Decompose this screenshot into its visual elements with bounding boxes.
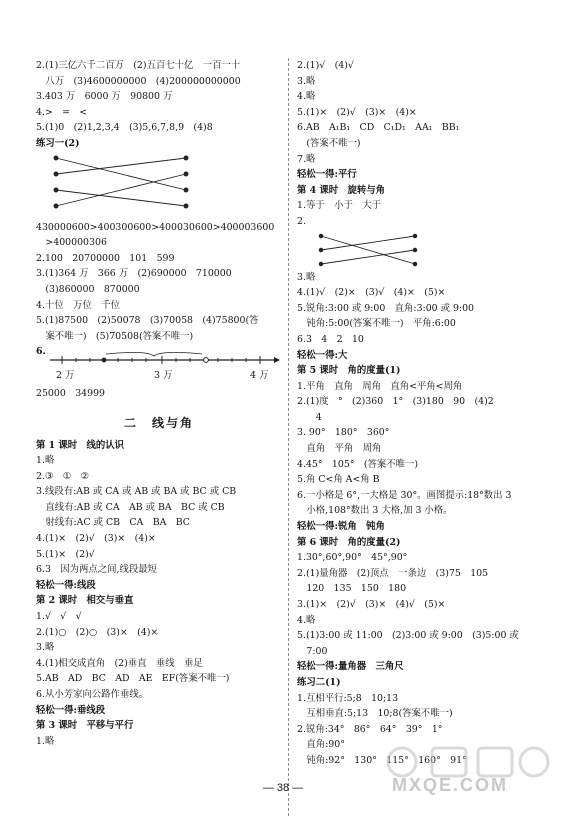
answer-line: 2.(1)○ (2)○ (3)× (4)× xyxy=(36,626,159,638)
subheading: 第 4 课时 旋转与角 xyxy=(297,184,386,196)
subheading: 第 3 课时 平移与平行 xyxy=(36,720,134,732)
answer-line: 直角:90° xyxy=(297,739,345,751)
answer-line: 6.AB A₁B₁ CD C₁D₁ AA₁ BB₁ xyxy=(297,122,460,134)
number-line-question xyxy=(36,344,282,386)
answer-line: 2. xyxy=(297,215,306,227)
subheading: 轻松一得:锐角 钝角 xyxy=(297,521,385,533)
answer-line: 互相垂直:5;13 10;8(答案不唯一) xyxy=(297,708,453,720)
subheading: 轻松一得:大 xyxy=(297,349,348,361)
answer-line: 1.√ √ √ xyxy=(36,611,82,623)
answer-line: 3.线段有:AB 或 CA 或 AB 或 BA 或 BC 或 CB xyxy=(36,486,237,498)
answer-line: 2.(1)度 ° (2)360 1° (3)180 90 (4)2 xyxy=(297,396,494,408)
answer-line: 4.(1)相交成直角 (2)垂直 垂线 垂足 xyxy=(36,657,203,669)
answer-line: 5.(1)× (2)√ xyxy=(36,548,95,560)
answer-line: 7:00 xyxy=(297,645,328,657)
subheading: 轻松一得:垂线段 xyxy=(36,704,106,716)
answer-line: 3.略 xyxy=(36,642,55,654)
answer-line: 1.略 xyxy=(36,735,55,747)
practice-1-2-title: 练习一(2) xyxy=(36,137,80,149)
answer-line: 4 xyxy=(297,411,322,423)
answers-block-practice xyxy=(36,220,282,345)
answers-block-unit2 xyxy=(36,438,282,750)
answer-line: 2.(1)量角器 (2)顶点 一条边 (3)75 105 xyxy=(297,567,489,579)
answer-line: 射线有:AC 或 CB CA BA BC xyxy=(36,517,190,529)
answer-line: 八万 (3)4600000000 (4)200000000000 xyxy=(36,75,241,87)
subheading: 第 5 课时 角的度量(1) xyxy=(297,365,401,377)
answer-line: 2.③ ① ② xyxy=(36,470,89,482)
subheading: 轻松一得:量角器 三角尺 xyxy=(297,661,404,673)
subheading: 第 1 课时 线的认识 xyxy=(36,439,125,451)
answer-line: 5.(1)3:00 或 11:00 (2)3:00 或 9:00 (3)5:00 或 xyxy=(297,630,519,642)
answer-line: 直线有:AB 或 CA AB 或 BA BC 或 CB xyxy=(36,501,225,513)
answer-line: 钝角:92° 130° 115° 160° 91° xyxy=(297,754,467,766)
answer-line: 1.平角 直角 周角 直角<平角<周角 xyxy=(297,380,463,392)
answer-line: 5.(1)87500 (2)50078 (3)70058 (4)75800(答 xyxy=(36,315,259,327)
subheading: 练习二(1) xyxy=(297,676,341,688)
answer-line: 7.略 xyxy=(297,153,316,165)
answer-line: 3.403 万 6000 万 90800 万 xyxy=(36,91,173,103)
answer-line: 2.锐角:34° 86° 64° 39° 1° xyxy=(297,723,443,735)
answer-line: 6.从小芳家向公路作垂线。 xyxy=(36,689,149,700)
answer-line: 1.互相平行:5;8 10;13 xyxy=(297,692,399,704)
number-line-label-2: 3 万 xyxy=(154,370,173,382)
answer-line: 6.3 因为两点之间,线段最短 xyxy=(36,564,158,576)
answer-line: 4.45° 105° (答案不唯一) xyxy=(297,458,419,470)
answer-line: 3.略 xyxy=(297,75,316,87)
subheading: 轻松一得:线段 xyxy=(36,579,96,591)
answer-line: 6.一小格是 6°,一大格是 30°。画图提示:18°数出 3 xyxy=(297,489,512,501)
answer-line: 4.(1)√ (2)× (3)√ (4)× (5)× xyxy=(297,287,446,299)
answer-line: 小格,108°数出 3 大格,加 3 小格。 xyxy=(297,505,453,517)
angle-matching-diagram xyxy=(315,230,435,270)
answer-line: 5.角 C<角 A<角 B xyxy=(297,474,380,486)
matching-lines-diagram xyxy=(36,152,236,220)
answer-line: (答案不唯一) xyxy=(297,137,361,149)
answer-line: 2.(1)√ (4)√ xyxy=(297,60,354,71)
question-6-label: 6. xyxy=(36,346,46,358)
answer-line: 3.(1)× (2)√ (3)× (4)√ (5)× xyxy=(297,599,446,610)
page-number: — 38 — xyxy=(262,782,304,794)
left-column xyxy=(36,58,282,749)
answer-line: 4.十位 万位 千位 xyxy=(36,299,120,311)
subheading: 轻松一得:平行 xyxy=(297,169,357,181)
answer-line: 4.略 xyxy=(297,614,316,626)
answer-line: 6.3 4 2 10 xyxy=(297,333,364,345)
column-divider xyxy=(288,58,289,816)
number-line-label-1: 2 万 xyxy=(56,370,75,382)
right-column xyxy=(297,58,547,769)
answer-line: 120 135 150 180 xyxy=(297,583,407,595)
answer-line: 钝角:5:00(答案不唯一) 平角:6:00 xyxy=(297,318,456,330)
answer-line: 直角 平角 周角 xyxy=(297,443,382,455)
answer-line: 430000600>400300600>400030600>400003600 xyxy=(36,221,275,233)
watermark-text: MXQE.COM xyxy=(392,775,509,795)
answer-line: 3.(1)364 万 366 万 (2)690000 710000 xyxy=(36,268,232,280)
answer-line: 5.(1)× (2)√ (3)× (4)× xyxy=(297,106,417,118)
answer-line: 5.锐角:3:00 或 9:00 直角:3:00 或 9:00 xyxy=(297,302,475,314)
subheading: 第 2 课时 相交与垂直 xyxy=(36,595,134,607)
answer-line: 1.略 xyxy=(36,455,55,467)
answer-line: 2.(1)三亿六千二百万 (2)五百七十亿 一百一十 xyxy=(36,60,241,71)
answer-line: 4.(1)× (2)√ (3)× (4)× xyxy=(36,533,156,545)
number-line-values: 25000 34999 xyxy=(36,388,106,400)
answer-line: 2.100 20700000 101 599 xyxy=(36,252,175,264)
answer-line: 案不唯一) (5)70508(答案不唯一) xyxy=(36,330,194,342)
answer-line: 1.等于 小于 大于 xyxy=(297,200,381,212)
answer-line: 3. 90° 180° 360° xyxy=(297,427,390,439)
answers-block-right-top xyxy=(297,58,547,230)
answer-line: 5.(1)0 (2)1,2,3,4 (3)5,6,7,8,9 (4)8 xyxy=(36,122,213,134)
answer-line: 5.AB AD BC AD AE EF(答案不唯一) xyxy=(36,673,230,685)
section-title: 二 线与角 xyxy=(123,415,194,430)
answers-block-unit1 xyxy=(36,58,282,136)
answer-line: 4.略 xyxy=(297,91,316,103)
answer-line: >400000306 xyxy=(36,237,107,249)
number-line-label-3: 4 万 xyxy=(250,370,269,382)
answer-line: 4.> = < xyxy=(36,106,88,118)
answer-line: (3)860000 870000 xyxy=(36,283,140,295)
answers-block-right-main xyxy=(297,270,547,769)
subheading: 第 6 课时 角的度量(2) xyxy=(297,536,401,548)
answer-line: 1.30°,60°,90° 45°,90° xyxy=(297,552,408,564)
answer-line: 3.略 xyxy=(297,271,316,283)
